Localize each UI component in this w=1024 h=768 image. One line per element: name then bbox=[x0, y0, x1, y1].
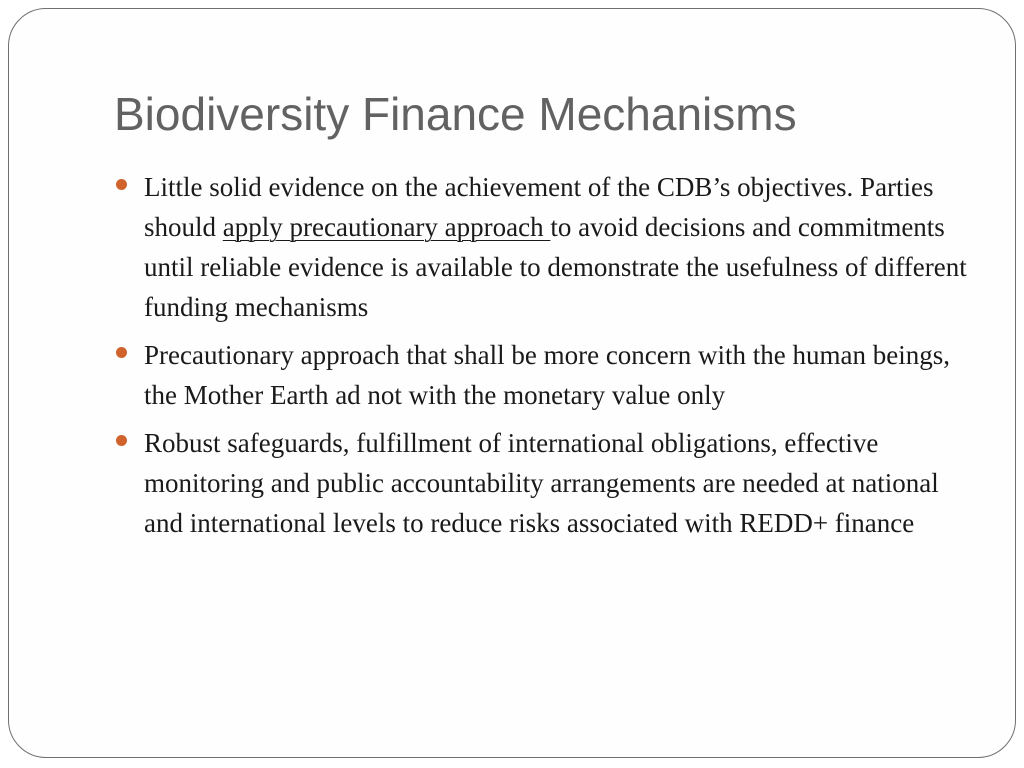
bullet-3-text: Robust safeguards, fulfillment of international obligations, effective monitoring and public accountability arrangements are needed at national and international levels to reduce risks associated with REDD+ finance bbox=[144, 428, 939, 538]
bullet-item-1 bbox=[144, 167, 974, 327]
bullet-1-underlined-phrase: apply precautionary approach bbox=[222, 212, 551, 242]
bullet-list bbox=[144, 167, 974, 551]
bullet-1-text-end: to avoid decisions and commitments until reliable evidence is available to demonstrate the usefulness of different funding mechanisms bbox=[144, 212, 967, 322]
bullet-2-text: Precautionary approach that shall be more concern with the human beings, the Mother Earth ad not with the monetary value only bbox=[144, 340, 950, 410]
bullet-dot-icon bbox=[116, 179, 127, 190]
slide-title: Biodiversity Finance Mechanisms bbox=[114, 88, 797, 140]
bullet-1-text-start: Little solid evidence on the achievement of the CDB’s objectives. Parties should bbox=[144, 172, 934, 242]
bullet-item-2 bbox=[144, 335, 974, 415]
bullet-dot-icon bbox=[116, 347, 127, 358]
bullet-dot-icon bbox=[116, 435, 127, 446]
bullet-item-3 bbox=[144, 423, 974, 543]
